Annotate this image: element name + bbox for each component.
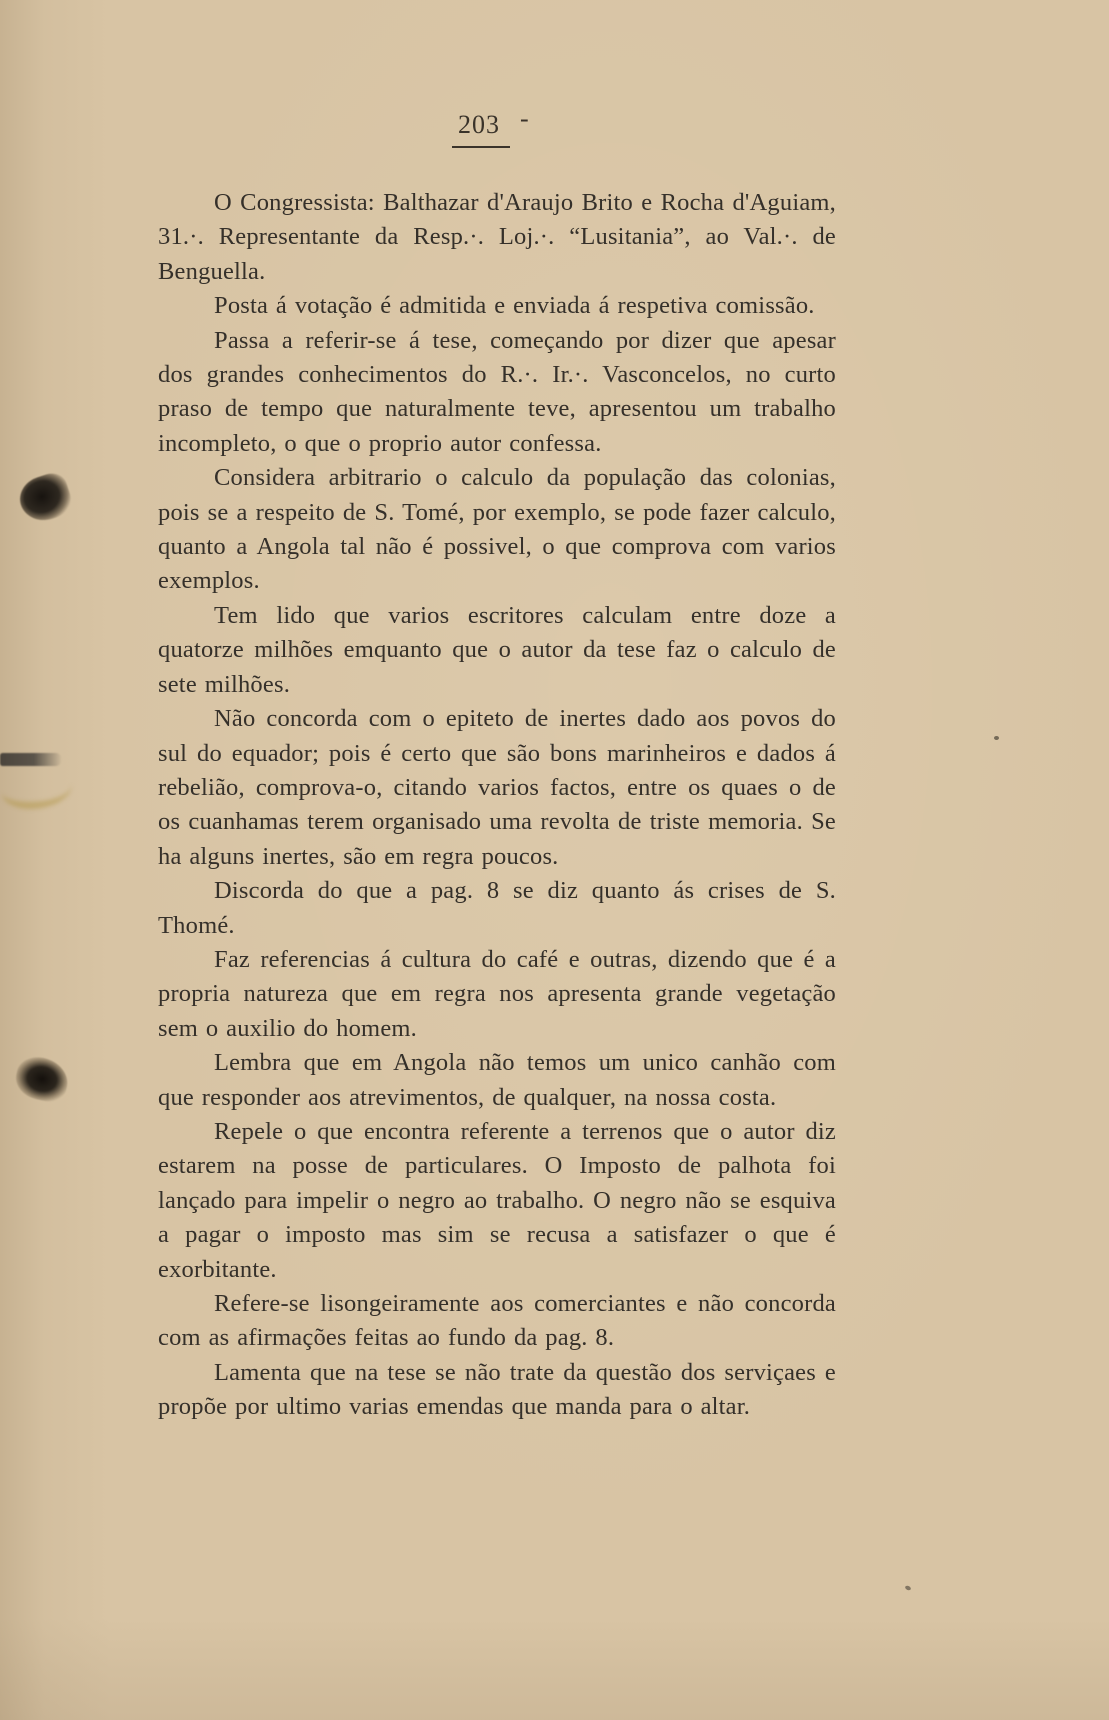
ink-stain [2,768,72,809]
page-header [452,104,530,148]
page-number: 203 [452,110,510,148]
paragraph: O Congressista: Balthazar d'Araujo Brito e Rocha d'Aguiam, 31.·. Representante da Resp.·. Loj.·. “Lusitania”, ao Val.·. de Benguella. [158,189,836,285]
paragraph: Considera arbitrario o calculo da população das colonias, pois se a respeito de S. Tomé, por exemplo, se pode fazer calculo, quanto a Angola tal não é possivel, o que comprova com varios exemplos. [158,464,836,595]
paragraph: Refere-se lisongeiramente aos comerciantes e não concorda com as afirmações feitas ao fundo da pag. 8. [158,1290,836,1352]
paper-speck [904,1585,911,1591]
paragraph: Repele o que encontra referente a terrenos que o autor diz estarem na posse de particulares. O Imposto de palhota foi lançado para impelir o negro ao trabalho. O negro não se esquiva a pagar o imposto mas sim se recusa a satisfazer o que é exorbitante. [158,1117,836,1283]
ink-stain [14,469,75,526]
paper-speck [994,736,999,740]
ink-stain [0,753,62,766]
ink-stain [12,1053,72,1105]
paragraph: Passa a referir-se á tese, começando por dizer que apesar dos grandes conhecimentos do R.·. Ir.·. Vasconcelos, no curto praso de tempo que naturalmente teve, apresentou um trabalho incompleto, o que o proprio autor confessa. [158,326,836,457]
paragraph: Lamenta que na tese se não trate da questão dos serviçaes e propõe por ultimo varias emendas que manda para o altar. [158,1358,836,1421]
paragraph: Discorda do que a pag. 8 se diz quanto ás crises de S. Thomé. [158,877,836,939]
paragraph: Posta á votação é admitida e enviada á respetiva comissão. [214,292,815,320]
page-body [158,186,836,1425]
paragraph: Tem lido que varios escritores calculam entre doze a quatorze milhões emquanto que o autor da tese faz o calculo de sete milhões. [158,601,836,698]
paragraph: Faz referencias á cultura do café e outras, dizendo que é a propria natureza que em regra nos apresenta grande vegetação sem o auxilio do homem. [158,945,836,1042]
paragraph: Lembra que em Angola não temos um unico canhão com que responder aos atrevimentos, de qualquer, na nossa costa. [158,1049,836,1111]
page-number-suffix: - [520,104,530,133]
paragraph: Não concorda com o epiteto de inertes dado aos povos do sul do equador; pois é certo que são bons marinheiros e dados á rebelião, comprova-o, citando varios factos, entre os quaes o de os cuanhamas terem organisado uma revolta de triste memoria. Se ha alguns inertes, são em regra poucos. [158,705,836,870]
